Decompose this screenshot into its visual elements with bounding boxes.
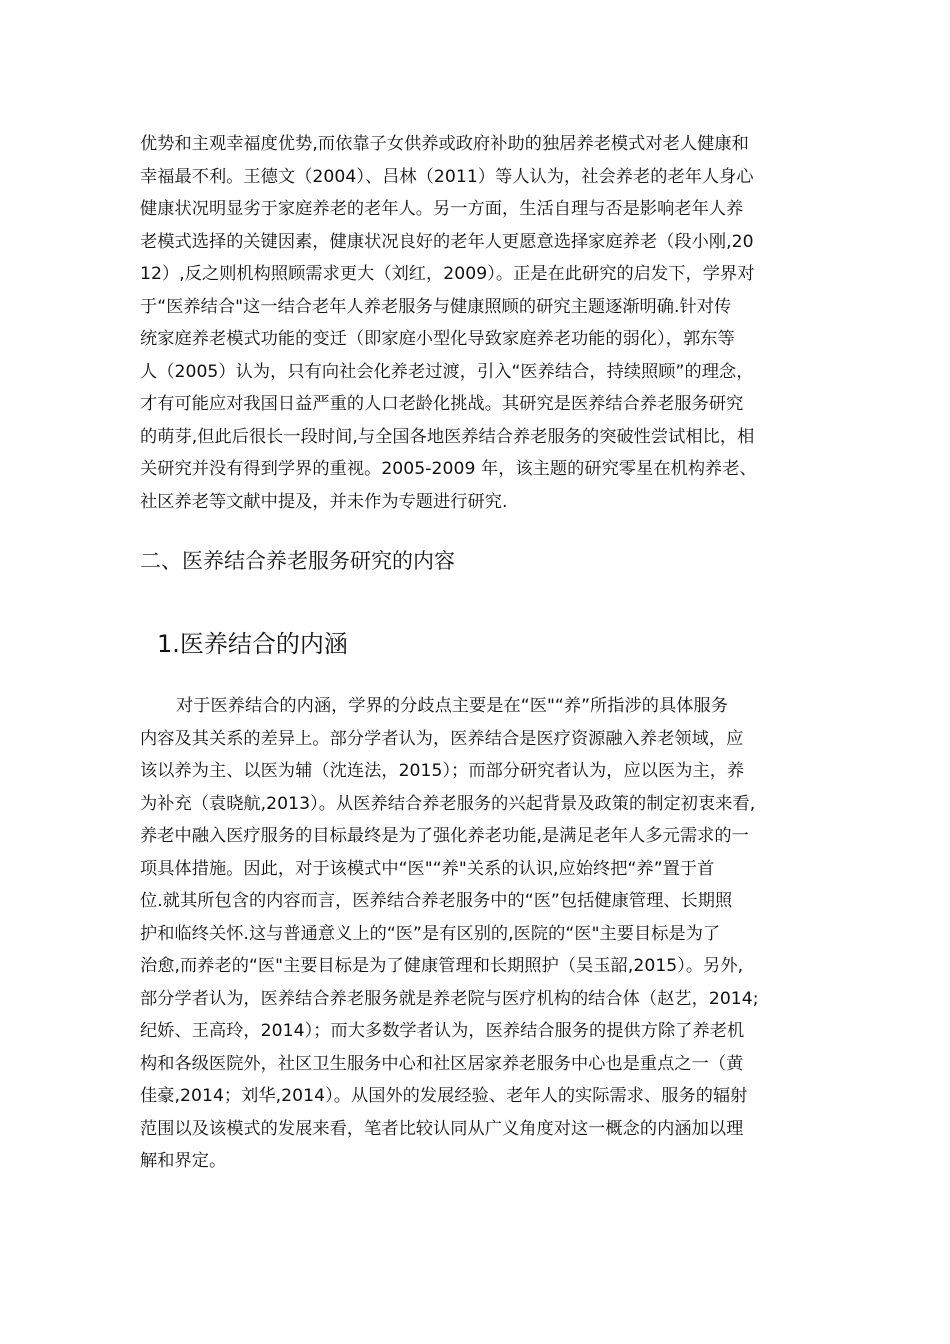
text-line: 范围以及该模式的发展来看，笔者比较认同从广义角度对这一概念的内涵加以理	[140, 1118, 744, 1139]
text-line: 为补充（袁晓航,2013）。从医养结合养老服务的兴起背景及政策的制定初衷来看,	[140, 793, 756, 814]
text-line: 部分学者认为，医养结合养老服务就是养老院与医疗机构的结合体（赵艺，2014;	[140, 988, 759, 1009]
text-line: 对于医养结合的内涵，学界的分歧点主要是在“医"“养”所指涉的具体服务	[176, 696, 728, 716]
text-line: 构和各级医院外，社区卫生服务中心和社区居家养老服务中心也是重点之一（黄	[140, 1053, 744, 1074]
text-line: 12）,反之则机构照顾需求更大（刘红，2009）。正是在此研究的启发下，学界对	[140, 264, 755, 284]
text-line: 该以养为主、以医为辅（沈连法，2015）；而部分研究者认为，应以医为主，养	[140, 761, 745, 781]
text-line: 于“医养结合"这一结合老年人养老服务与健康照顾的研究主题逐渐明确.针对传	[140, 296, 732, 317]
text-line: 幸福最不利。王德文（2004）、吕林（2011）等人认为，社会养老的老年人身心	[140, 166, 754, 187]
text-line: 的萌芽,但此后很长一段时间,与全国各地医养结合养老服务的突破性尝试相比，相	[140, 426, 755, 447]
text-line: 内容及其关系的差异上。部分学者认为，医养结合是医疗资源融入养老领域，应	[140, 728, 744, 749]
text-line: 佳豪,2014；刘华,2014）。从国外的发展经验、老年人的实际需求、服务的辐射	[140, 1086, 748, 1106]
body-paragraph	[140, 690, 759, 1178]
text-line: 才有可能应对我国日益严重的人口老龄化挑战。其研究是医养结合养老服务研究	[140, 394, 744, 414]
body-paragraph	[140, 128, 757, 518]
text-line: 社区养老等文献中提及，并未作为专题进行研究.	[140, 491, 508, 512]
text-line: 养老中融入医疗服务的目标最终是为了强化养老功能,是满足老年人多元需求的一	[140, 826, 749, 846]
text-line: 健康状况明显劣于家庭养老的老年人。另一方面，生活自理与否是影响老年人养	[140, 199, 744, 219]
text-line: 老模式选择的关键因素，健康状况良好的老年人更愿意选择家庭养老（段小刚,20	[140, 231, 754, 252]
subsection-heading: 1.医养结合的内涵	[157, 630, 348, 658]
text-line: 统家庭养老模式功能的变迁（即家庭小型化导致家庭养老功能的弱化），郭东等	[140, 329, 735, 349]
text-line: 纪娇、王高玲，2014）；而大多数学者认为，医养结合服务的提供方除了养老机	[140, 1021, 745, 1041]
text-line: 治愈,而养老的“医"主要目标是为了健康管理和长期照护（吴玉韶,2015）。另外,	[140, 956, 744, 976]
text-line: 人（2005）认为，只有向社会化养老过渡，引入“医养结合，持续照顾”的理念，	[140, 361, 754, 382]
section-heading: 二、医养结合养老服务研究的内容	[140, 549, 455, 573]
text-line: 护和临终关怀.这与普通意义上的“医”是有区别的,医院的“医"主要目标是为了	[140, 923, 721, 944]
text-line: 位.就其所包含的内容而言，医养结合养老服务中的“医”包括健康管理、长期照	[140, 891, 733, 911]
text-line: 优势和主观幸福度优势,而依靠子女供养或政府补助的独居养老模式对老人健康和	[140, 134, 749, 154]
text-line: 项具体措施。因此，对于该模式中“医"“养"关系的认识,应始终把“养”置于首	[140, 858, 715, 879]
text-line: 解和界定。	[140, 1151, 227, 1171]
text-line: 关研究并没有得到学界的重视。2005-2009 年，该主题的研究零星在机构养老、	[140, 459, 757, 479]
